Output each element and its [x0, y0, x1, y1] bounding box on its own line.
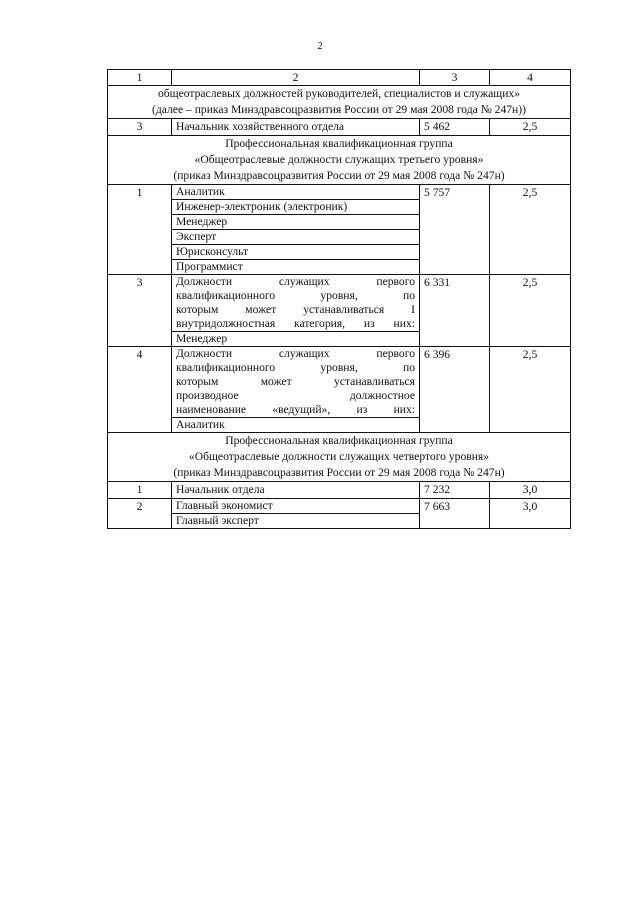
description-line: Должности служащих первого	[176, 347, 415, 360]
group-line: «Общеотраслевые должности служащих четвертого уровня»	[188, 450, 490, 463]
description-line: квалификационного уровня, по	[176, 361, 415, 374]
group-line: «Общеотраслевые должности служащих третьего уровня»	[194, 153, 484, 166]
page-number: 2	[317, 40, 323, 52]
table-row	[108, 482, 571, 499]
group-line: Профессиональная квалификационная группа	[225, 137, 453, 150]
description-line: наименование «ведущий», из них:	[176, 403, 415, 416]
position-cell: Начальник хозяйственного отдела	[172, 119, 420, 136]
group-line: (приказ Минздравсоцразвития России от 29 мая 2008 года № 247н)	[173, 466, 505, 479]
table-header-row	[108, 70, 571, 86]
level-cell: 3	[108, 275, 172, 347]
header-col-4: 4	[490, 70, 571, 86]
header-col-3: 3	[420, 70, 490, 86]
description-line: которым может устанавливаться	[176, 375, 415, 388]
header-col-1: 1	[108, 70, 172, 86]
positions-cell	[172, 499, 420, 529]
salary-cell: 6 331	[420, 275, 490, 347]
group4-title	[108, 433, 571, 482]
position-item: Менеджер	[172, 215, 419, 230]
description-line: Должности служащих первого	[176, 275, 415, 288]
position-item: Юрисконсульт	[172, 245, 419, 260]
coef-cell: 2,5	[490, 185, 571, 275]
position-item: Эксперт	[172, 230, 419, 245]
intro-line: общеотраслевых должностей руководителей, специалистов и служащих»	[157, 87, 520, 100]
intro-row	[108, 86, 571, 119]
intro-line: (далее – приказ Минздравсоцразвития России от 29 мая 2008 года № 247н))	[152, 103, 526, 116]
position-item: Программист	[176, 260, 243, 273]
table-row	[108, 275, 571, 347]
position-item: Аналитик	[176, 418, 225, 431]
position-cell: Начальник отдела	[172, 482, 420, 499]
coef-cell: 3,0	[490, 499, 571, 529]
position-item: Менеджер	[176, 332, 228, 345]
table-row	[108, 119, 571, 136]
description-line: производное должностное	[176, 389, 415, 402]
positions-cell	[172, 185, 420, 275]
level-cell: 1	[108, 482, 172, 499]
table-row	[108, 185, 571, 275]
intro-text	[108, 86, 571, 119]
salary-table	[107, 69, 571, 529]
description-line: квалификационного уровня, по	[176, 289, 415, 302]
table-row	[108, 499, 571, 529]
group-title-row	[108, 433, 571, 482]
coef-cell: 2,5	[490, 275, 571, 347]
salary-cell: 6 396	[420, 347, 490, 433]
category-description	[172, 347, 419, 418]
group3-title	[108, 136, 571, 185]
description-line: которым может устанавливаться I	[176, 303, 415, 316]
header-col-2: 2	[172, 70, 420, 86]
salary-cell: 7 232	[420, 482, 490, 499]
position-item: Аналитик	[172, 185, 419, 200]
position-item: Главный экономист	[172, 499, 419, 514]
positions-cell	[172, 275, 420, 347]
salary-cell: 5 462	[420, 119, 490, 136]
coef-cell: 2,5	[490, 119, 571, 136]
level-cell: 3	[108, 119, 172, 136]
group-title-row	[108, 136, 571, 185]
group-line: (приказ Минздравсоцразвития России от 29 мая 2008 года № 247н)	[173, 169, 505, 182]
description-line: внутридолжностная категория, из них:	[176, 317, 415, 330]
level-cell: 4	[108, 347, 172, 433]
group-line: Профессиональная квалификационная группа	[225, 434, 453, 447]
table-row	[108, 347, 571, 433]
level-cell: 1	[108, 185, 172, 275]
salary-cell: 5 757	[420, 185, 490, 275]
coef-cell: 3,0	[490, 482, 571, 499]
salary-cell: 7 663	[420, 499, 490, 529]
category-description	[172, 275, 419, 332]
level-cell: 2	[108, 499, 172, 529]
positions-cell	[172, 347, 420, 433]
coef-cell: 2,5	[490, 347, 571, 433]
position-item: Инженер-электроник (электроник)	[172, 200, 419, 215]
position-item: Главный эксперт	[176, 514, 259, 527]
